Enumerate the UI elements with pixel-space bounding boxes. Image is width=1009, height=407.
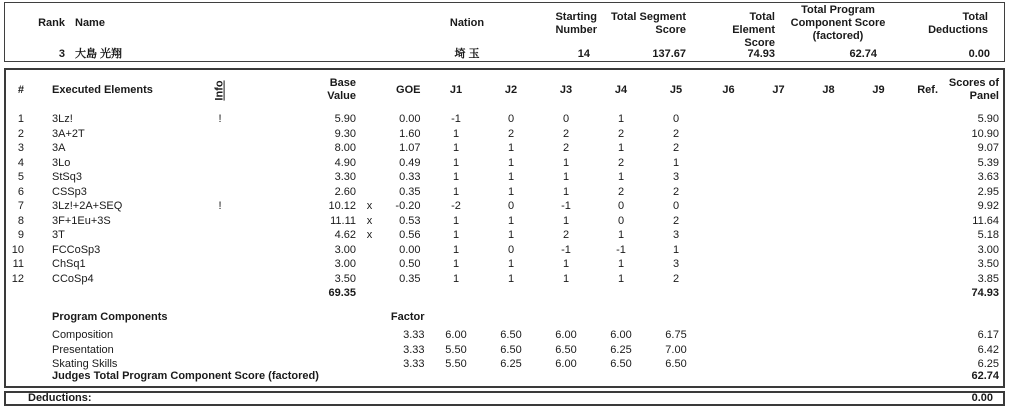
program-components-title: Program Components bbox=[52, 311, 168, 323]
total-segment-score-label: Total Segment Score bbox=[611, 11, 686, 36]
panel-score: 5.39 bbox=[977, 156, 999, 169]
bonus-x-mark bbox=[358, 243, 381, 257]
judges-total-label: Judges Total Program Component Score (factored) bbox=[52, 370, 319, 382]
info-flag: ! bbox=[218, 200, 222, 212]
info-flag bbox=[206, 185, 234, 199]
element-name: 3Lz!+2A+SEQ bbox=[52, 200, 123, 212]
judge-score: 6.50 bbox=[500, 343, 522, 356]
judge-score: 2 bbox=[562, 127, 570, 140]
element-number: 8 bbox=[17, 214, 24, 227]
judges-total-value: 62.74 bbox=[971, 370, 999, 382]
judge-score: 6.50 bbox=[500, 329, 522, 341]
judges-total-row bbox=[6, 369, 1003, 383]
bonus-x-mark bbox=[358, 170, 381, 184]
judge-score: 1 bbox=[617, 258, 625, 270]
nation-value: 埼 玉 bbox=[454, 48, 480, 60]
judge-score: 1 bbox=[507, 229, 515, 241]
goe-value: 0.33 bbox=[399, 171, 421, 183]
starting-number-value: 14 bbox=[577, 48, 590, 60]
judge-score: 1 bbox=[452, 127, 460, 140]
bonus-x-mark: x bbox=[366, 229, 373, 241]
bonus-x-mark bbox=[358, 127, 381, 141]
element-number: 7 bbox=[17, 200, 24, 212]
bonus-x-mark bbox=[358, 141, 381, 155]
component-name: Presentation bbox=[52, 343, 114, 356]
skater-name: 大島 光翔 bbox=[75, 48, 123, 60]
starting-number-label: Starting Number bbox=[555, 11, 597, 36]
info-flag bbox=[206, 141, 234, 155]
col-judge-4: J4 bbox=[614, 83, 628, 96]
panel-score: 9.92 bbox=[977, 200, 999, 212]
bonus-x-mark: x bbox=[366, 214, 373, 227]
goe-value: 0.35 bbox=[399, 272, 421, 285]
component-row bbox=[6, 328, 1003, 342]
judge-score: 6.25 bbox=[610, 343, 632, 356]
judge-score: 0 bbox=[507, 200, 515, 212]
panel-score: 2.95 bbox=[977, 185, 999, 198]
total-program-component-value: 62.74 bbox=[849, 48, 877, 60]
judge-score: 1 bbox=[452, 185, 460, 198]
judge-score: 6.75 bbox=[665, 329, 687, 341]
judge-score: 1 bbox=[452, 156, 460, 169]
col-judge-9: J9 bbox=[872, 83, 885, 96]
goe-value: 0.50 bbox=[399, 258, 421, 270]
judge-score: 2 bbox=[617, 127, 625, 140]
judge-score: 6.00 bbox=[445, 329, 467, 341]
element-number: 3 bbox=[17, 142, 24, 154]
judge-score: 0 bbox=[562, 113, 570, 125]
judge-score: -1 bbox=[616, 243, 626, 256]
total-segment-score-value: 137.67 bbox=[652, 48, 686, 60]
element-row bbox=[6, 199, 1003, 213]
judge-score: 1 bbox=[507, 258, 515, 270]
col-goe: GOE bbox=[396, 83, 421, 96]
panel-score: 3.00 bbox=[977, 243, 999, 256]
base-value: 10.12 bbox=[328, 200, 356, 212]
elements-table-header bbox=[6, 72, 1003, 108]
judge-score: 1 bbox=[562, 156, 570, 169]
judge-score: 1 bbox=[507, 272, 515, 285]
judge-score: 2 bbox=[672, 272, 680, 285]
info-flag bbox=[206, 214, 234, 228]
judge-score: 1 bbox=[617, 171, 625, 183]
total-deductions-label: Total Deductions bbox=[928, 11, 988, 36]
info-flag bbox=[206, 228, 234, 242]
element-number: 6 bbox=[17, 185, 24, 198]
result-summary-box bbox=[4, 2, 1005, 62]
col-judge-2: J2 bbox=[504, 83, 518, 96]
panel-score: 3.85 bbox=[977, 272, 999, 285]
judge-score: -1 bbox=[451, 113, 461, 125]
judge-score: 5.50 bbox=[445, 343, 467, 356]
base-value: 4.62 bbox=[334, 229, 356, 241]
judge-score: 1 bbox=[617, 113, 625, 125]
judge-score: 6.50 bbox=[610, 358, 632, 370]
judge-score: 1 bbox=[452, 243, 460, 256]
element-number: 5 bbox=[17, 171, 24, 183]
judge-score: 2 bbox=[617, 156, 625, 169]
total-program-component-label: Total Program Component Score (factored) bbox=[790, 4, 886, 42]
element-name: 3Lz! bbox=[52, 113, 73, 125]
goe-value: 1.07 bbox=[399, 142, 421, 154]
bonus-x-mark bbox=[358, 156, 381, 170]
elements-total-row bbox=[6, 286, 1003, 300]
element-row bbox=[6, 257, 1003, 271]
panel-score: 5.90 bbox=[977, 113, 999, 125]
base-value: 8.00 bbox=[334, 142, 356, 154]
panel-score: 3.50 bbox=[977, 258, 999, 270]
element-row bbox=[6, 214, 1003, 228]
program-components-header bbox=[6, 310, 1003, 324]
element-row bbox=[6, 156, 1003, 170]
component-factor: 3.33 bbox=[403, 329, 425, 341]
element-name: 3A+2T bbox=[52, 127, 85, 140]
total-panel-score: 74.93 bbox=[971, 287, 999, 299]
info-flag bbox=[206, 170, 234, 184]
judge-score: -1 bbox=[561, 200, 571, 212]
bonus-x-mark bbox=[358, 112, 381, 126]
judge-score: 2 bbox=[672, 214, 680, 227]
element-number: 12 bbox=[11, 272, 24, 285]
component-name: Composition bbox=[52, 329, 114, 341]
deductions-box bbox=[4, 391, 1005, 406]
element-name: CSSp3 bbox=[52, 185, 87, 198]
judge-score: 2 bbox=[562, 142, 570, 154]
judge-score: 1 bbox=[507, 214, 515, 227]
judge-score: 1 bbox=[452, 272, 460, 285]
base-value: 3.50 bbox=[334, 272, 356, 285]
judge-score: 2 bbox=[672, 142, 680, 154]
judge-score: -1 bbox=[561, 243, 571, 256]
judge-score: 1 bbox=[452, 142, 460, 154]
judge-score: 1 bbox=[507, 185, 515, 198]
deductions-value: 0.00 bbox=[971, 392, 993, 404]
total-element-score-label: Total Element Score bbox=[732, 11, 775, 49]
component-score: 6.17 bbox=[977, 329, 999, 341]
judge-score: 6.00 bbox=[555, 358, 577, 370]
panel-score: 3.63 bbox=[977, 171, 999, 183]
judge-score: 1 bbox=[562, 258, 570, 270]
element-row bbox=[6, 141, 1003, 155]
rank-value: 3 bbox=[58, 48, 65, 60]
judge-score: 5.50 bbox=[445, 358, 467, 370]
element-number: 2 bbox=[17, 127, 24, 140]
info-flag bbox=[206, 156, 234, 170]
goe-value: 0.56 bbox=[399, 229, 421, 241]
total-element-score-value: 74.93 bbox=[747, 48, 775, 60]
judge-score: -2 bbox=[451, 200, 461, 212]
base-value: 3.30 bbox=[334, 171, 356, 183]
judge-score: 1 bbox=[507, 156, 515, 169]
element-number: 1 bbox=[17, 113, 24, 125]
base-value: 3.00 bbox=[334, 258, 356, 270]
element-row bbox=[6, 170, 1003, 184]
total-base-value: 69.35 bbox=[328, 287, 356, 299]
judge-score: 2 bbox=[672, 185, 680, 198]
judge-score: 7.00 bbox=[665, 343, 687, 356]
base-value: 11.11 bbox=[330, 214, 356, 227]
element-name: 3A bbox=[52, 142, 66, 154]
judge-score: 1 bbox=[617, 229, 625, 241]
element-row bbox=[6, 112, 1003, 126]
element-name: 3Lo bbox=[52, 156, 71, 169]
judge-score: 6.00 bbox=[610, 329, 632, 341]
judge-score: 6.50 bbox=[555, 343, 577, 356]
judge-score: 6.25 bbox=[500, 358, 522, 370]
col-judge-3: J3 bbox=[559, 83, 573, 96]
element-name: 3F+1Eu+3S bbox=[52, 214, 111, 227]
factor-label: Factor bbox=[390, 311, 425, 323]
judge-score: 1 bbox=[452, 229, 460, 241]
goe-value: 0.00 bbox=[399, 243, 421, 256]
goe-value: -0.20 bbox=[395, 200, 421, 212]
nation-label: Nation bbox=[449, 17, 485, 29]
col-base-value: Base Value bbox=[327, 77, 356, 102]
element-name: FCCoSp3 bbox=[52, 243, 101, 256]
element-row bbox=[6, 228, 1003, 242]
goe-value: 0.53 bbox=[399, 214, 421, 227]
base-value: 9.30 bbox=[334, 127, 356, 140]
col-number: # bbox=[17, 83, 24, 96]
judge-score: 1 bbox=[562, 214, 570, 227]
judges-details-panel bbox=[4, 68, 1005, 388]
element-row bbox=[6, 185, 1003, 199]
element-row bbox=[6, 127, 1003, 141]
judge-score: 1 bbox=[617, 272, 625, 285]
deductions-label: Deductions: bbox=[28, 392, 92, 404]
col-judge-8: J8 bbox=[822, 83, 835, 96]
goe-value: 0.35 bbox=[399, 185, 421, 198]
info-flag: ! bbox=[218, 113, 222, 125]
judge-score: 0 bbox=[672, 200, 680, 212]
judge-score: 0 bbox=[507, 243, 515, 256]
judge-score: 3 bbox=[672, 229, 680, 241]
judge-score: 2 bbox=[672, 127, 680, 140]
panel-score: 11.64 bbox=[972, 214, 999, 227]
component-score: 6.42 bbox=[977, 343, 999, 356]
judge-score: 1 bbox=[617, 142, 625, 154]
component-row bbox=[6, 343, 1003, 357]
component-factor: 3.33 bbox=[403, 343, 425, 356]
judge-score: 6.50 bbox=[665, 358, 687, 370]
judge-score: 0 bbox=[617, 200, 625, 212]
judge-score: 2 bbox=[617, 185, 625, 198]
judge-score: 1 bbox=[452, 214, 460, 227]
panel-score: 5.18 bbox=[977, 229, 999, 241]
judge-score: 0 bbox=[617, 214, 625, 227]
col-scores-of-panel: Scores of Panel bbox=[948, 77, 999, 102]
col-info bbox=[206, 79, 234, 101]
judge-score: 1 bbox=[672, 156, 680, 169]
judge-score: 1 bbox=[452, 258, 460, 270]
goe-value: 0.49 bbox=[399, 156, 421, 169]
rank-label: Rank bbox=[38, 17, 65, 29]
judge-score: 0 bbox=[507, 113, 515, 125]
name-label: Name bbox=[75, 17, 105, 29]
judge-score: 1 bbox=[507, 171, 515, 183]
element-row bbox=[6, 243, 1003, 257]
goe-value: 1.60 bbox=[399, 127, 421, 140]
info-rotated-label: Info bbox=[213, 79, 226, 101]
judge-score: 1 bbox=[452, 171, 460, 183]
element-row bbox=[6, 272, 1003, 286]
judge-score: 1 bbox=[672, 243, 680, 256]
col-judge-7: J7 bbox=[772, 83, 785, 96]
judge-score: 6.00 bbox=[555, 329, 577, 341]
judge-score: 3 bbox=[672, 258, 680, 270]
element-number: 10 bbox=[11, 243, 24, 256]
component-score: 6.25 bbox=[977, 358, 999, 370]
judge-score: 2 bbox=[562, 229, 570, 241]
col-judge-6: J6 bbox=[722, 83, 735, 96]
element-name: ChSq1 bbox=[52, 258, 86, 270]
judge-score: 3 bbox=[672, 171, 680, 183]
judge-score: 2 bbox=[507, 127, 515, 140]
bonus-x-mark bbox=[358, 257, 381, 271]
judge-score: 1 bbox=[562, 185, 570, 198]
panel-score: 10.90 bbox=[971, 127, 999, 140]
element-name: 3T bbox=[52, 229, 65, 241]
judge-score: 0 bbox=[672, 113, 680, 125]
component-factor: 3.33 bbox=[403, 358, 425, 370]
judge-score: 1 bbox=[562, 272, 570, 285]
base-value: 3.00 bbox=[334, 243, 356, 256]
base-value: 5.90 bbox=[334, 113, 356, 125]
col-executed-elements: Executed Elements bbox=[52, 83, 153, 96]
element-number: 11 bbox=[12, 258, 24, 270]
judge-score: 1 bbox=[507, 142, 515, 154]
element-number: 4 bbox=[17, 156, 24, 169]
info-flag bbox=[206, 127, 234, 141]
base-value: 4.90 bbox=[334, 156, 356, 169]
element-number: 9 bbox=[17, 229, 24, 241]
bonus-x-mark bbox=[358, 185, 381, 199]
info-flag bbox=[206, 272, 234, 286]
col-judge-5: J5 bbox=[669, 83, 683, 96]
base-value: 2.60 bbox=[334, 185, 356, 198]
judge-score: 1 bbox=[562, 171, 570, 183]
bonus-x-mark bbox=[358, 272, 381, 286]
col-ref: Ref. bbox=[917, 83, 938, 96]
element-name: CCoSp4 bbox=[52, 272, 94, 285]
info-flag bbox=[206, 257, 234, 271]
goe-value: 0.00 bbox=[399, 113, 421, 125]
info-flag bbox=[206, 243, 234, 257]
col-judge-1: J1 bbox=[449, 83, 463, 96]
panel-score: 9.07 bbox=[977, 142, 999, 154]
component-name: Skating Skills bbox=[52, 358, 118, 370]
element-name: StSq3 bbox=[52, 171, 82, 183]
bonus-x-mark: x bbox=[366, 200, 373, 212]
total-deductions-value: 0.00 bbox=[968, 48, 990, 60]
